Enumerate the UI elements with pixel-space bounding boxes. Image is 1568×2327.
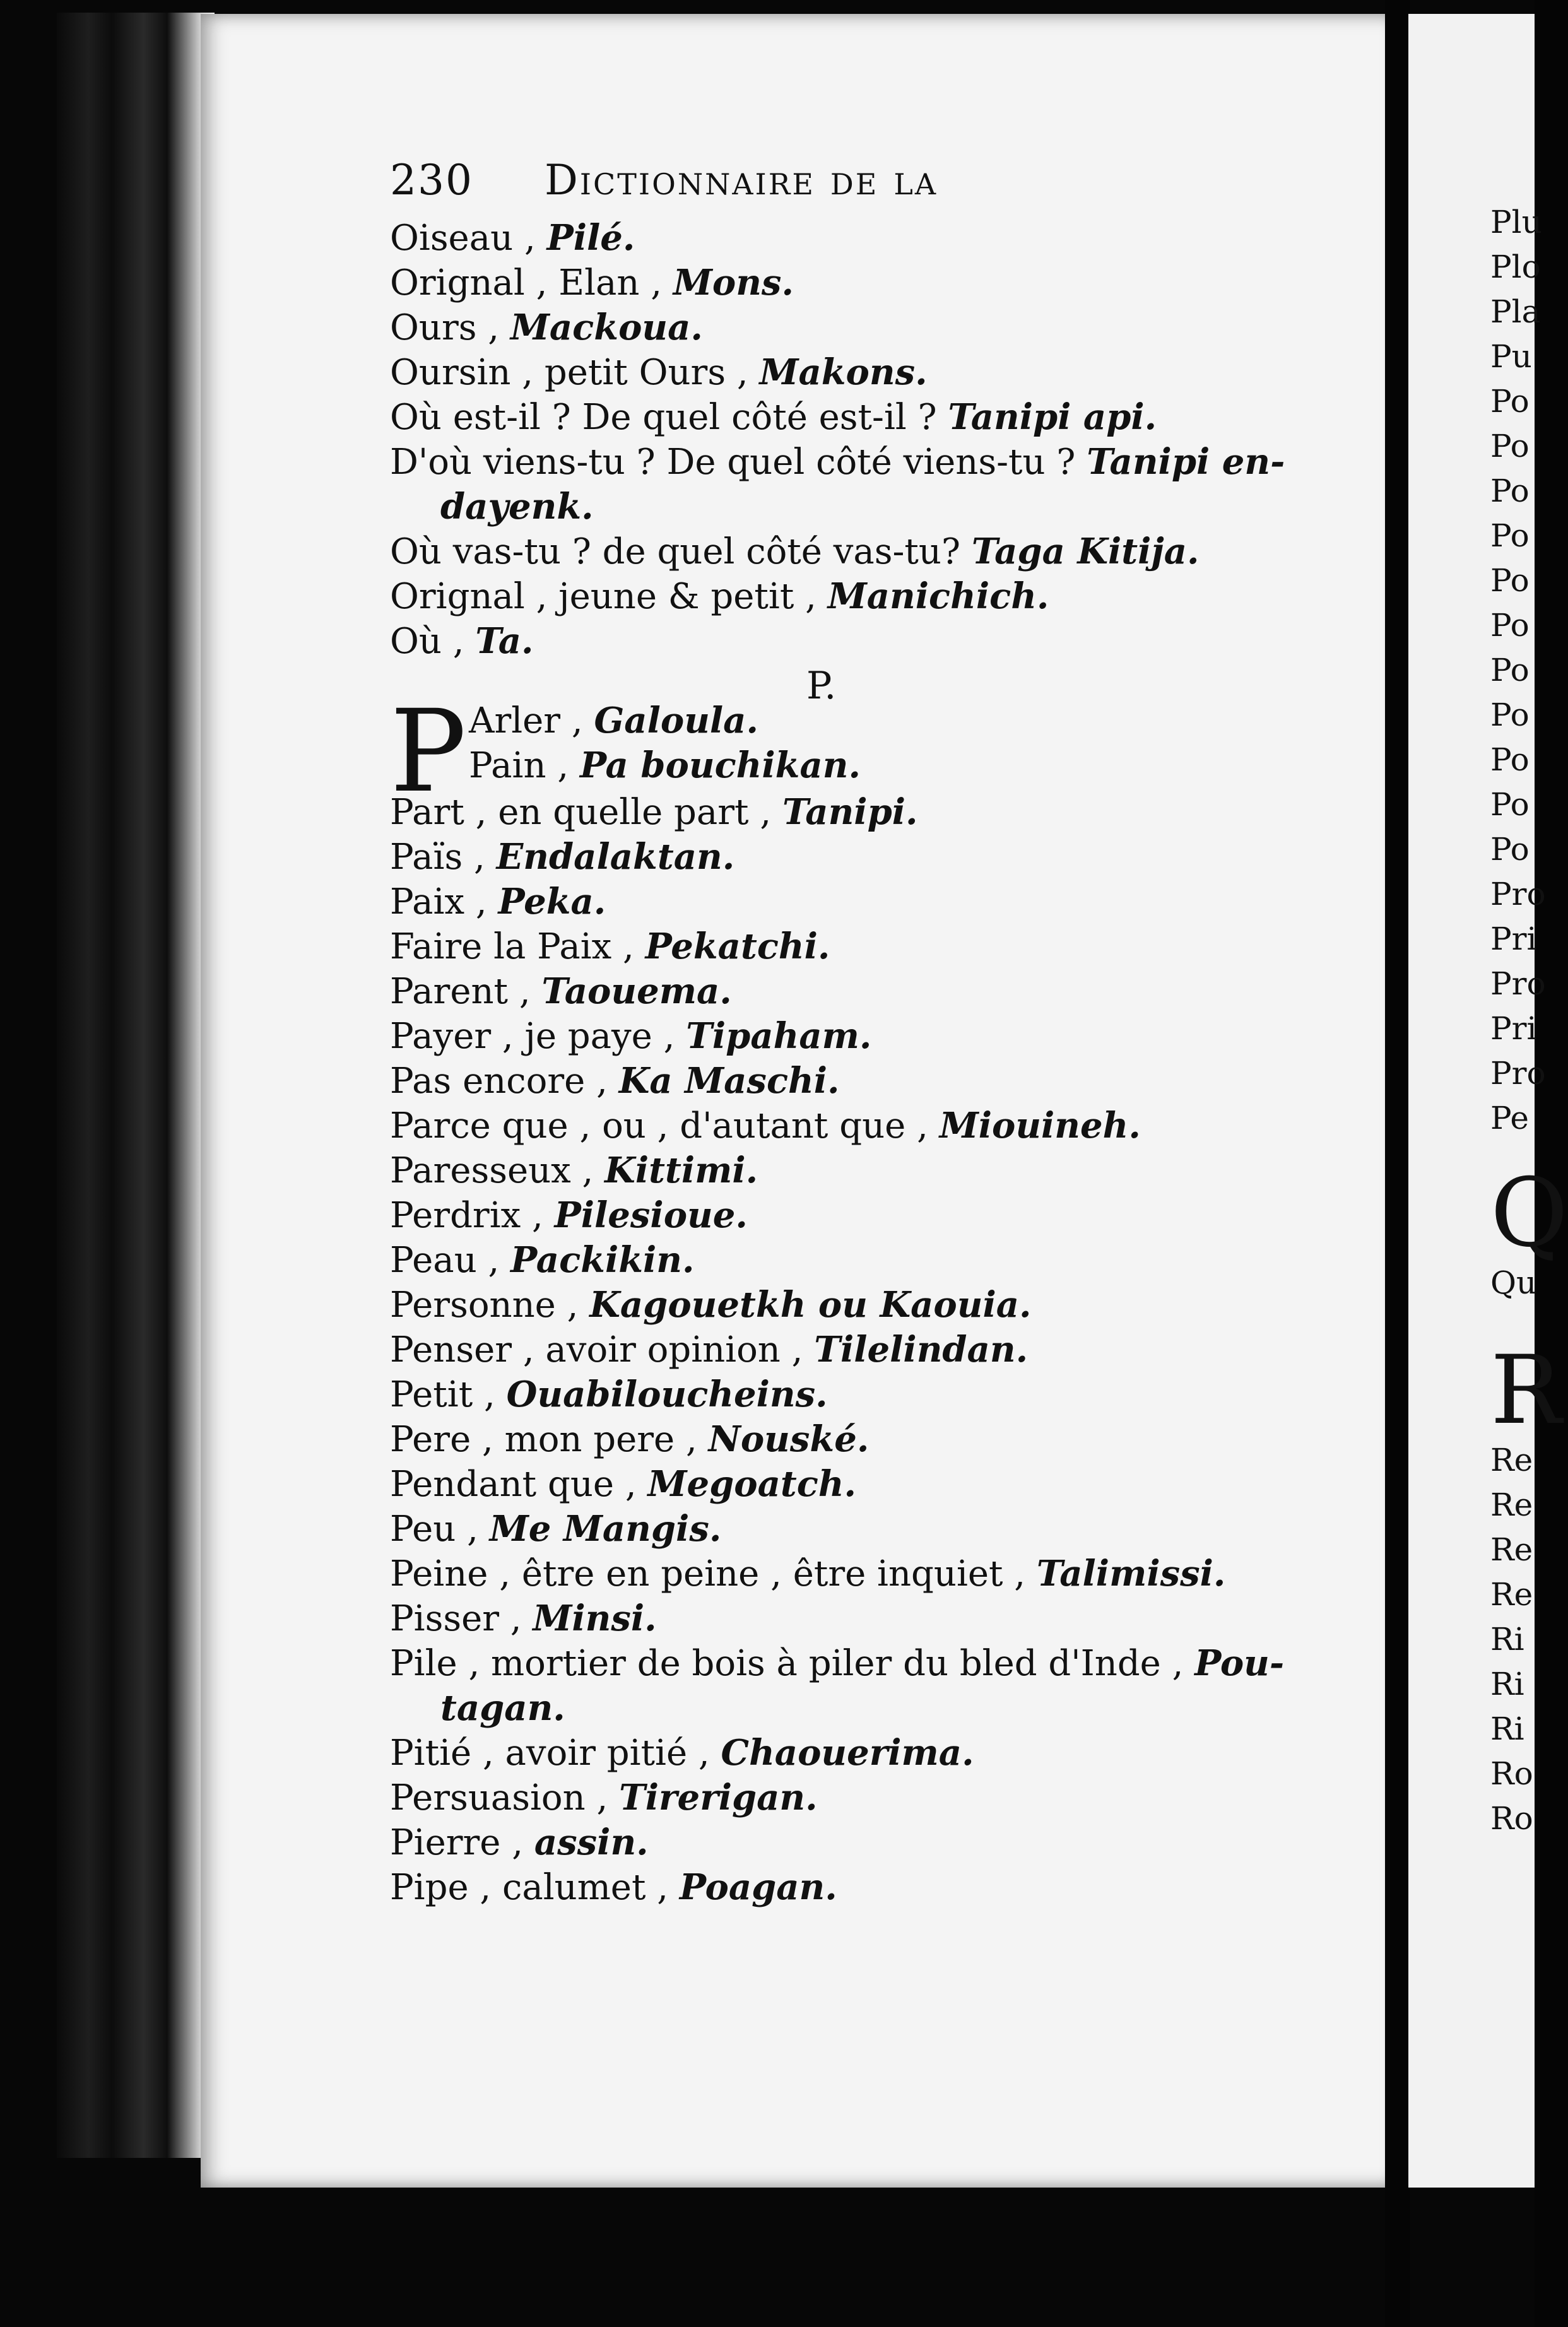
- right-page-text-fragment: Po: [1490, 428, 1530, 464]
- dictionary-entry: [390, 1238, 1412, 1283]
- dictionary-entry: [390, 1507, 1412, 1552]
- entry-term: Ours ,: [390, 307, 500, 348]
- entries-letter-p: [390, 790, 1412, 1910]
- entry-translation: assin.: [534, 1822, 649, 1863]
- dictionary-entry: [390, 1596, 1412, 1641]
- page-gutter: [1385, 0, 1410, 2327]
- entry-translation: Tanipi en-: [1087, 441, 1285, 483]
- dictionary-entry: [390, 1552, 1412, 1596]
- entry-term: Oursin , petit Ours ,: [390, 352, 748, 393]
- entry-translation: Taga Kitija.: [971, 531, 1200, 572]
- dictionary-entry: [390, 1104, 1412, 1148]
- entry-translation: Tipaham.: [686, 1015, 872, 1057]
- dictionary-entry: [390, 1641, 1412, 1731]
- entry-term: Perdrix ,: [390, 1195, 543, 1236]
- dictionary-entry: [390, 529, 1374, 574]
- right-page-text-fragment: Pri: [1490, 1010, 1537, 1047]
- entry-translation: Mons.: [673, 262, 794, 303]
- entry-term: Où vas-tu ? de quel côté vas-tu?: [390, 531, 961, 572]
- right-page-text-fragment: Re: [1490, 1487, 1533, 1523]
- entry-translation: Manichich.: [827, 575, 1049, 617]
- dictionary-entry: [390, 1283, 1412, 1328]
- entry-translation: Ta.: [475, 620, 534, 662]
- entry-translation: Pou-: [1194, 1642, 1285, 1684]
- dictionary-entry: [390, 1417, 1412, 1462]
- dropcap-lines: [469, 698, 861, 788]
- dictionary-entry: [390, 1462, 1412, 1507]
- right-page-text-fragment: Pla: [1490, 293, 1541, 330]
- entry-term: Pas encore ,: [390, 1061, 608, 1102]
- right-page-text-fragment: Pro: [1490, 965, 1546, 1002]
- entry-term: Où est-il ? De quel côté est-il ?: [390, 397, 937, 438]
- entry-translation: Nouské.: [708, 1418, 869, 1460]
- entry-term: Parce que , ou , d'autant que ,: [390, 1105, 928, 1146]
- dictionary-entry: [390, 440, 1374, 529]
- entry-term: Pile , mortier de bois à piler du bled d'Inde ,: [390, 1643, 1184, 1684]
- right-page-text-fragment: Re: [1490, 1576, 1533, 1613]
- entry-translation: Packikin.: [510, 1239, 695, 1281]
- entry-translation: Pekatchi.: [645, 926, 830, 967]
- right-page-text-fragment: Pe: [1490, 1100, 1529, 1136]
- running-head: [390, 156, 938, 204]
- right-page-text-fragment: Pro: [1490, 876, 1546, 912]
- right-page-text-fragment: Ri: [1490, 1666, 1524, 1702]
- right-page-text-fragment: Qu: [1490, 1264, 1537, 1301]
- entry-term: D'où viens-tu ? De quel côté viens-tu ?: [390, 442, 1076, 483]
- right-page-text-fragment: Q: [1490, 1158, 1568, 1268]
- entry-term: Orignal , jeune & petit ,: [390, 576, 816, 617]
- dictionary-entry: [469, 743, 861, 788]
- right-page-text-fragment: Plo: [1490, 249, 1541, 285]
- entry-translation: Pilesioue.: [554, 1194, 748, 1236]
- right-page-text-fragment: Po: [1490, 562, 1530, 599]
- dictionary-entry: [390, 1776, 1412, 1820]
- entry-translation: Mackoua.: [510, 307, 703, 348]
- entry-term: Arler ,: [469, 700, 583, 741]
- dictionary-entry: [390, 1328, 1412, 1372]
- dictionary-entry: [390, 1731, 1412, 1776]
- dictionary-entry: [390, 1059, 1412, 1104]
- dictionary-entry: [390, 835, 1412, 880]
- entry-term: Peu ,: [390, 1509, 478, 1550]
- dictionary-entry: [390, 350, 1374, 395]
- dictionary-entry: [390, 1014, 1412, 1059]
- right-page-edge: [1408, 14, 1568, 2188]
- entry-translation: Megoatch.: [647, 1463, 857, 1505]
- entry-translation-continued: tagan.: [440, 1687, 565, 1729]
- page-number: 230: [390, 156, 473, 204]
- dictionary-entry: [390, 1148, 1412, 1193]
- entry-translation: Chaouerima.: [721, 1732, 974, 1774]
- entry-translation: Galoula.: [594, 700, 758, 741]
- dictionary-entry: [390, 305, 1374, 350]
- entry-term: Parent ,: [390, 971, 531, 1012]
- entry-translation: Talimissi.: [1036, 1553, 1226, 1594]
- right-page-text-fragment: Plu: [1490, 204, 1542, 240]
- entry-term: Pere , mon pere ,: [390, 1419, 697, 1460]
- entry-translation: Peka.: [498, 881, 606, 922]
- entry-translation: Ka Maschi.: [618, 1060, 840, 1102]
- entry-translation: Tanipi.: [782, 791, 918, 833]
- entry-term: Faire la Paix ,: [390, 926, 634, 967]
- entry-translation: Tirerigan.: [619, 1777, 818, 1818]
- page-title: Dictionnaire de la: [544, 156, 938, 204]
- entry-term: Peine , être en peine , être inquiet ,: [390, 1553, 1026, 1594]
- right-page-text-fragment: Po: [1490, 473, 1530, 509]
- right-page-text-fragment: Po: [1490, 786, 1530, 823]
- entry-term: Paix ,: [390, 881, 487, 922]
- entry-term: Payer , je paye ,: [390, 1016, 675, 1057]
- right-page-text-fragment: Pu: [1490, 338, 1532, 375]
- right-page-text-fragment: Po: [1490, 383, 1530, 420]
- right-page-text-fragment: Ro: [1490, 1800, 1533, 1837]
- dictionary-entry: [390, 216, 1374, 261]
- entry-term: Pipe , calumet ,: [390, 1867, 669, 1908]
- entry-term: Persuasion ,: [390, 1777, 608, 1818]
- dictionary-entry: [390, 969, 1412, 1014]
- entry-term: Pain ,: [469, 745, 569, 786]
- right-page-text-fragment: Ri: [1490, 1621, 1524, 1658]
- dictionary-entry: [390, 1193, 1412, 1238]
- entry-term: Peau ,: [390, 1240, 500, 1281]
- left-page: [201, 14, 1396, 2188]
- entry-translation: Tanipi api.: [948, 396, 1157, 438]
- right-page-text-fragment: Pri: [1490, 921, 1537, 957]
- right-page-text-fragment: Ri: [1490, 1711, 1524, 1747]
- entry-translation: Minsi.: [533, 1598, 657, 1639]
- entry-term: Personne ,: [390, 1285, 579, 1326]
- entry-translation: Poagan.: [679, 1866, 837, 1908]
- entry-translation-continued: dayenk.: [440, 486, 594, 527]
- entry-term: Où ,: [390, 621, 464, 662]
- entry-translation: Ouabiloucheins.: [506, 1374, 828, 1415]
- entry-term: Pendant que ,: [390, 1464, 637, 1505]
- dictionary-entry: [390, 574, 1374, 619]
- dictionary-entry: [469, 698, 861, 743]
- entries-letter-o: [390, 216, 1374, 664]
- right-page-text-fragment: Po: [1490, 607, 1530, 644]
- right-page-text-fragment: Po: [1490, 697, 1530, 733]
- dictionary-entry: [390, 790, 1412, 835]
- right-page-text-fragment: Po: [1490, 652, 1530, 688]
- entry-term: Païs ,: [390, 837, 485, 878]
- entry-term: Pisser ,: [390, 1598, 522, 1639]
- entry-translation: Miouineh.: [939, 1105, 1141, 1146]
- right-page-text-fragment: Po: [1490, 831, 1530, 868]
- entry-translation: Pilé.: [546, 217, 635, 259]
- entry-translation: Me Mangis.: [489, 1508, 722, 1550]
- right-page-text-fragment: Re: [1490, 1531, 1533, 1568]
- entry-term: Paresseux ,: [390, 1150, 594, 1191]
- entry-translation: Endalaktan.: [496, 836, 735, 878]
- dictionary-entry: [390, 1865, 1412, 1910]
- entry-translation: Tilelindan.: [814, 1329, 1029, 1370]
- dictionary-entry: [390, 1820, 1412, 1865]
- entry-term: Oiseau ,: [390, 218, 536, 259]
- section-heading-p: P.: [806, 664, 837, 708]
- entry-term: Part , en quelle part ,: [390, 792, 772, 833]
- entry-translation: Kittimi.: [604, 1150, 758, 1191]
- entry-translation: Pa bouchikan.: [579, 745, 861, 786]
- entry-term: Penser , avoir opinion ,: [390, 1329, 803, 1370]
- entry-term: Pitié , avoir pitié ,: [390, 1733, 710, 1774]
- right-page-text-fragment: Po: [1490, 741, 1530, 778]
- entry-translation: Makons.: [759, 351, 928, 393]
- right-page-text-fragment: Re: [1490, 1442, 1533, 1478]
- dictionary-entry: [390, 1372, 1412, 1417]
- dictionary-entry: [390, 880, 1412, 924]
- right-page-text-fragment: Po: [1490, 517, 1530, 554]
- entry-term: Orignal , Elan ,: [390, 262, 663, 303]
- entry-term: Pierre ,: [390, 1822, 524, 1863]
- right-page-text-fragment: R: [1490, 1336, 1562, 1446]
- right-page-text-fragment: Ro: [1490, 1755, 1533, 1792]
- dictionary-entry: [390, 395, 1374, 440]
- dictionary-entry: [390, 261, 1374, 305]
- dictionary-entry: [390, 619, 1374, 664]
- entry-term: Petit ,: [390, 1374, 495, 1415]
- dropcap-letter: P: [390, 686, 467, 818]
- entry-translation: Taouema.: [541, 970, 732, 1012]
- right-page-text-fragment: Pro: [1490, 1055, 1546, 1092]
- dictionary-entry: [390, 924, 1412, 969]
- entry-translation: Kagouetkh ou Kaouia.: [589, 1284, 1032, 1326]
- book-binding-edge: [57, 13, 215, 2158]
